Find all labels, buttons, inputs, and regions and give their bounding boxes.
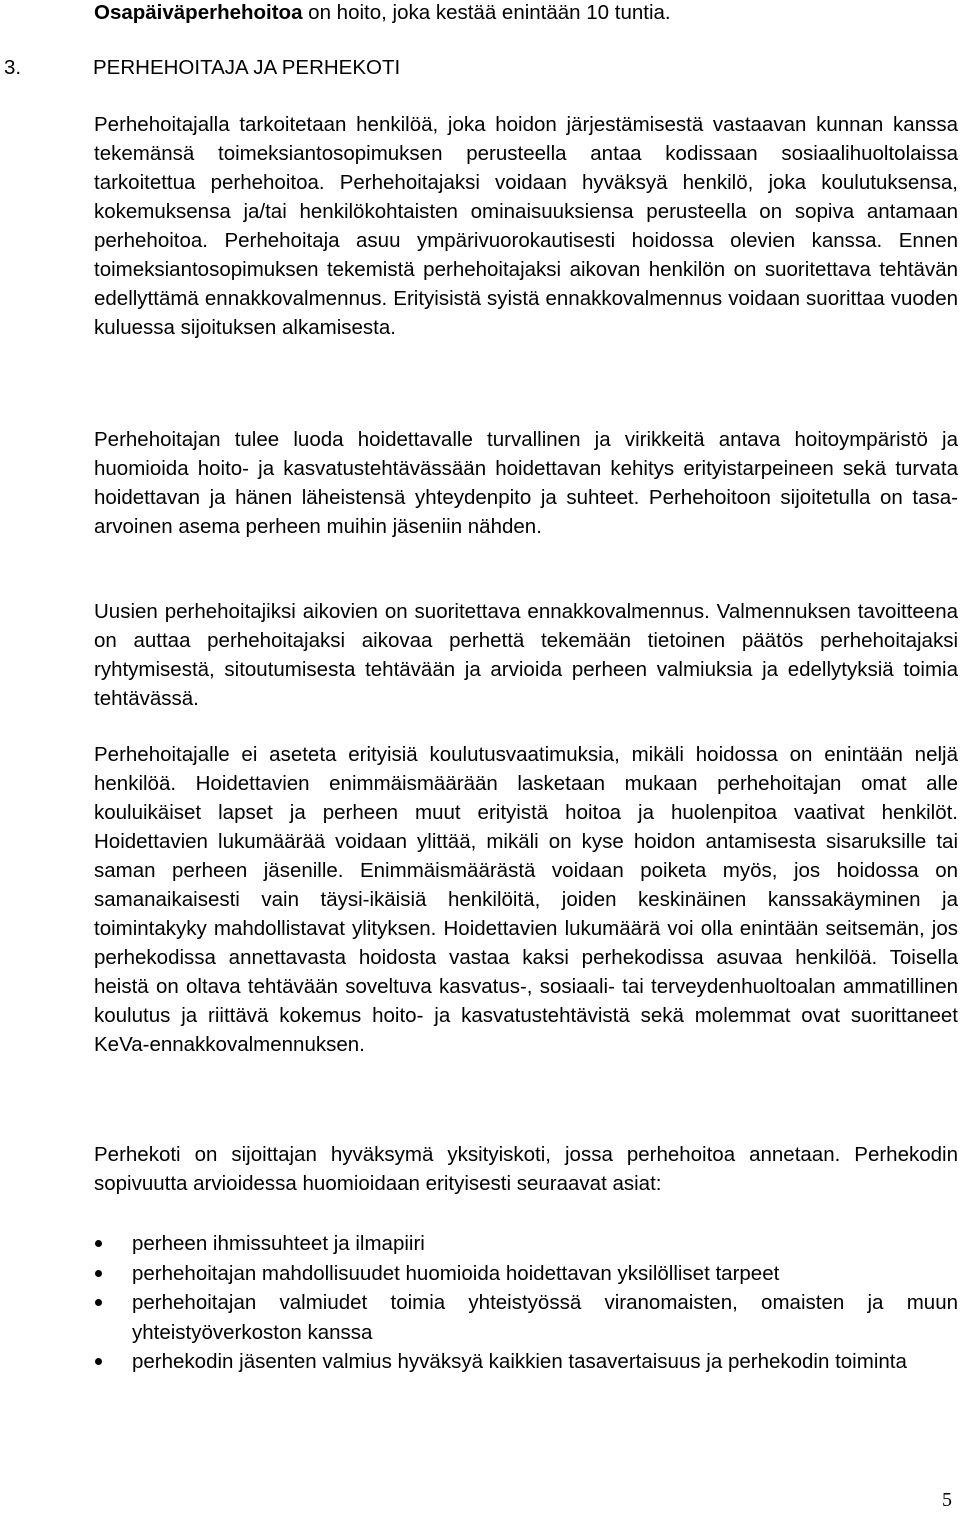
bullet-item: [94, 1347, 958, 1377]
bullet-text: perheen ihmissuhteet ja ilmapiiri: [132, 1232, 425, 1255]
intro-rest: on hoito, joka kestää enintään 10 tuntia.: [302, 1, 671, 24]
bullet-item: [94, 1229, 958, 1259]
bullet-icon: [95, 1240, 102, 1247]
section-title: PERHEHOITAJA JA PERHEKOTI: [93, 56, 401, 79]
bullet-text: perhekodin jäsenten valmius hyväksyä kaikkien tasavertaisuus ja perhekodin toiminta: [132, 1350, 907, 1373]
page-number: 5: [942, 1489, 952, 1511]
bullet-item: [94, 1259, 958, 1289]
paragraph-5: Perhekoti on sijoittajan hyväksymä yksityiskoti, jossa perhehoitoa annetaan. Perhekodin sopivuutta arvioidessa huomioidaan erityisesti seuraavat asiat:: [94, 1143, 958, 1195]
paragraph-1: Perhehoitajalla tarkoitetaan henkilöä, joka hoidon järjestämisestä vastaavan kunnan kanssa tekemänsä toimeksiantosopimuksen perusteella antaa kodissaan sosiaalihuoltolaissa tarkoitettua perhehoitoa. Perhehoitajaksi voidaan hyväksyä henkilö, joka koulutuksensa, kokemuksensa ja/tai henkilökohtaisten ominaisuuksiensa perusteella on sopiva antamaan perhehoitoa. Perhehoitaja asuu ympärivuorokautisesti hoidossa olevien kanssa. Ennen toimeksiantosopimuksen tekemistä perhehoitajaksi aikovan henkilön on suoritettava tehtävän edellyttämä ennakkovalmennus. Erityisistä syistä ennakkovalmennus voidaan suorittaa vuoden kuluessa sijoituksen alkamisesta.: [94, 113, 958, 339]
section-number: 3.: [4, 56, 22, 79]
intro-sentence: [94, 0, 671, 27]
bullet-icon: [95, 1358, 102, 1365]
paragraph-2: Perhehoitajan tulee luoda hoidettavalle turvallinen ja virikkeitä antava hoitoympäristö ja huomioida hoito- ja kasvatustehtävässään hoidettavan kehitys erityistarpeineen sekä turvata hoidettavan ja hänen läheistensä yhteydenpito ja suhteet. Perhehoitoon sijoitetulla on tasa-arvoinen asema perheen muihin jäseniin nähden.: [94, 428, 958, 538]
bullet-icon: [95, 1299, 102, 1306]
bullet-text: perhehoitajan valmiudet toimia yhteistyössä viranomaisten, omaisten ja muun yhteistyöverkoston kanssa: [132, 1291, 958, 1344]
bullet-list: [94, 1229, 958, 1377]
paragraph-4: Perhehoitajalle ei aseteta erityisiä koulutusvaatimuksia, mikäli hoidossa on enintään neljä henkilöä. Hoidettavien enimmäismäärään lasketaan mukaan perhehoitajan omat alle kouluikäiset lapset ja perheen muut erityistä hoitoa ja huolenpitoa vaativat henkilöt. Hoidettavien lukumäärää voidaan ylittää, mikäli on kyse hoidon antamisesta sisaruksille tai saman perheen jäsenille. Enimmäismäärästä voidaan poiketa myös, jos hoidossa on samanaikaisesti vain täysi-ikäisiä henkilöitä, joiden keskinäinen kanssakäyminen ja toimintakyky mahdollistavat ylityksen. Hoidettavien lukumäärä voi olla enintään seitsemän, jos perhekodissa annettavasta hoidosta vastaa kaksi perhekodissa asuvaa henkilöä. Toisella heistä on oltava tehtävään soveltuva kasvatus-, sosiaali- tai terveydenhuoltoalan ammatillinen koulutus ja riittävä kokemus hoito- ja kasvatustehtävistä sekä molemmat ovat suorittaneet KeVa-ennakkovalmennuksen.: [94, 743, 958, 1056]
section-heading: [0, 53, 400, 82]
intro-bold-term: Osapäiväperhehoitoa: [94, 1, 303, 24]
bullet-icon: [95, 1270, 102, 1277]
bullet-text: perhehoitajan mahdollisuudet huomioida hoidettavan yksilölliset tarpeet: [132, 1261, 780, 1285]
bullet-item: [94, 1288, 958, 1347]
paragraph-3: Uusien perhehoitajiksi aikovien on suoritettava ennakkovalmennus. Valmennuksen tavoitteena on auttaa perhehoitajaksi aikovaa perhettä tekemään tietoinen päätös perhehoitajaksi ryhtymisestä, sitoutumisesta tehtävään ja arvioida perheen valmiuksia ja edellytyksiä toimia tehtävässä.: [94, 600, 958, 710]
